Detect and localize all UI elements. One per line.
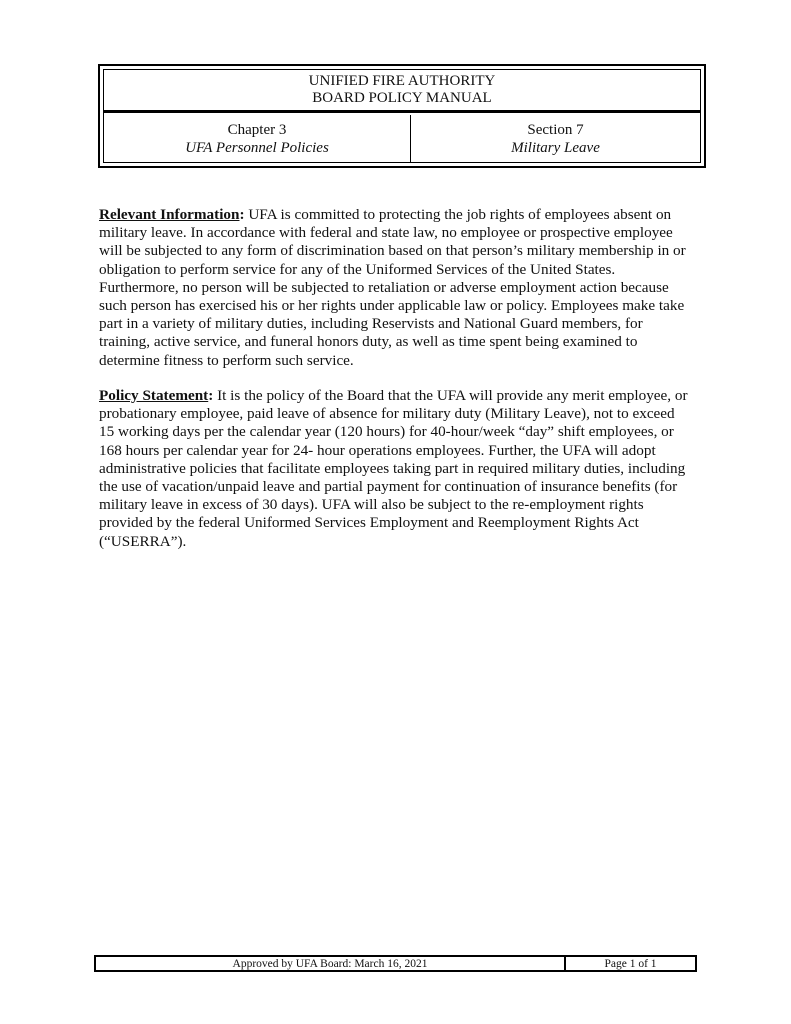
org-name: UNIFIED FIRE AUTHORITY xyxy=(308,73,496,89)
chapter-title: UFA Personnel Policies xyxy=(185,139,329,156)
title-row xyxy=(104,70,700,112)
chapter-label: Chapter 3 xyxy=(227,121,287,138)
policy-statement-paragraph: Policy Statement: It is the policy of the Board that the UFA will provide any merit employee, or probationary employee, paid leave of absence for military duty (Military Leave), not to exceed 15 working days per the calendar year (120 hours) for 40-hour/week “day” shift employees, or 168 hours per calendar year for 24- hour operations employees. Further, the UFA will adopt administrative policies that facilitate employees taking part in required military duties, including the use of vacation/unpaid leave and partial payment for continuation of insurance benefits (for military leave in excess of 30 days). UFA will also be subject to the re-employment rights provided by the federal Uniformed Services Employment and Reemployment Rights Act (“USERRA”). xyxy=(99,387,688,550)
manual-name: BOARD POLICY MANUAL xyxy=(312,90,492,106)
section-label: Section 7 xyxy=(527,121,584,138)
relevant-information-heading: Relevant Information xyxy=(99,206,240,223)
document-header xyxy=(98,64,706,168)
approval-note: Approved by UFA Board: March 16, 2021 xyxy=(96,957,566,970)
document-footer xyxy=(94,955,697,972)
header-inner-frame xyxy=(103,69,701,163)
section-cell xyxy=(411,115,700,162)
page-number: Page 1 of 1 xyxy=(604,957,657,970)
section-title: Military Leave xyxy=(511,139,600,156)
relevant-information-paragraph: Relevant Information: UFA is committed to protecting the job rights of employees absent on military leave. In accordance with federal and state law, no employee or prospective employee will be subjected to any form of discrimination based on that person’s military membership in or obligation to perform service for any of the Uniformed Services of the United States. Furthermore, no person will be subjected to retaliation or adverse employment action because such person has exercised his or her rights under applicable law or policy. Employees make take part in a variety of military duties, including Reservists and National Guard members, for training, active service, and funeral honors duty, as well as time spent being examined to determine fitness to perform such service. xyxy=(99,206,686,369)
policy-statement-heading: Policy Statement xyxy=(99,387,209,404)
chapter-section-row xyxy=(104,112,700,162)
policy-statement-text: It is the policy of the Board that the UFA will provide any merit employee, or probationary employee, paid leave of absence for military duty (Military Leave), not to exceed 15 working days per the calendar year (120 hours) for 40-hour/week “day” shift employees, or 168 hours per calendar year for 24- hour operations employees. Further, the UFA will adopt administrative policies that facilitate employees taking part in required military duties, including the use of vacation/unpaid leave and partial payment for continuation of insurance benefits (for military leave in excess of 30 days). UFA will also be subject to the re-employment rights provided by the federal Uniformed Services Employment and Reemployment Rights Act (“USERRA”). xyxy=(99,387,688,550)
relevant-information-text: UFA is committed to protecting the job rights of employees absent on military leave. In accordance with federal and state law, no employee or prospective employee will be subjected to any form of discrimination based on that person’s military membership in or obligation to perform service for any of the Uniformed Services of the United States. Furthermore, no person will be subjected to retaliation or adverse employment action because such person has exercised his or her rights under applicable law or policy. Employees make take part in a variety of military duties, including Reservists and National Guard members, for training, active service, and funeral honors duty, as well as time spent being examined to determine fitness to perform such service. xyxy=(99,206,686,369)
chapter-cell xyxy=(104,115,411,162)
